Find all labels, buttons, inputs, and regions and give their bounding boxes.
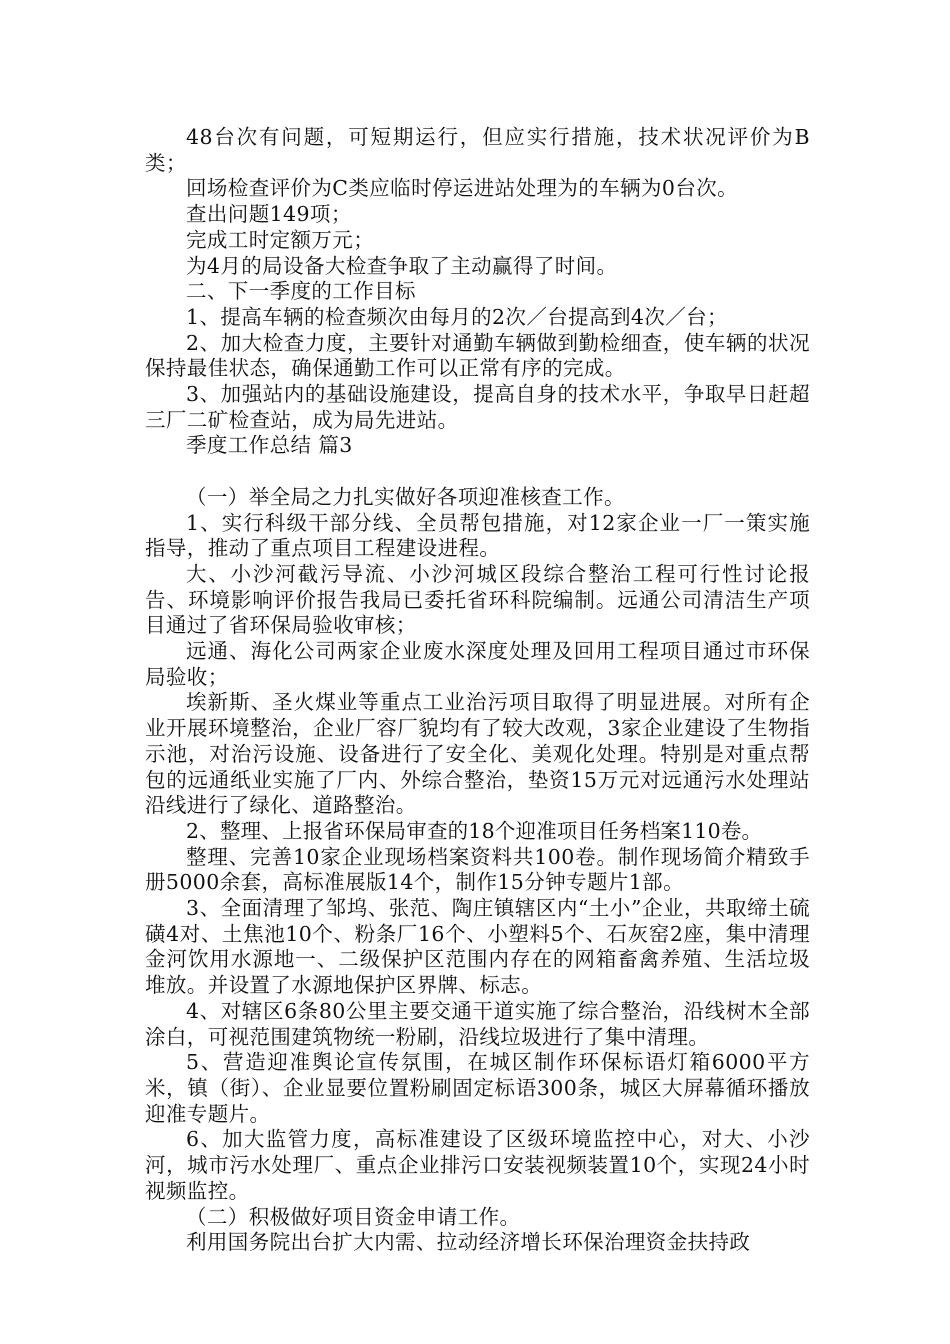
section-heading: 二、下一季度的工作目标 [186,279,416,304]
paragraph: 5、营造迎准舆论宣传氛围，在城区制作环保标语灯箱6000平方米，镇（街）、企业显要位置粉刷固定标语300条，城区大屏幕循环播放迎准专题片。 [145,1050,810,1126]
paragraph: 48台次有问题，可短期运行，但应实行措施，技术状况评价为B类； [145,125,810,175]
paragraph: 埃新斯、圣火煤业等重点工业治污项目取得了明显进展。对所有企业开展环境整治，企业厂容厂貌均有了较大改观，3家企业建设了生物指示池，对治污设施、设备进行了安全化、美观化处理。特别是对重点帮包的远通纸业实施了厂内、外综合整治，垫资15万元对远通污水处理站沿线进行了绿化、道路整治。 [145,690,810,818]
paragraph: 整理、完善10家企业现场档案资料共100卷。制作现场简介精致手册5000余套，高标准展版14个，制作15分钟专题片1部。 [145,844,810,895]
paragraph: 为4月的局设备大检查争取了主动赢得了时间。 [186,253,618,278]
blank-line [145,459,810,485]
paragraph: 1、实行科级干部分线、全员帮包措施，对12家企业一厂一策实施指导，推动了重点项目工程建设进程。 [145,510,810,561]
section-heading: （一）举全局之力扎实做好各项迎准核查工作。 [186,484,625,509]
paragraph: 回场检查评价为C类应临时停运进站处理为的车辆为0台次。 [186,176,739,201]
section-heading: （二）积极做好项目资金申请工作。 [186,1204,521,1229]
paragraph: 2、整理、上报省环保局审查的18个迎准项目任务档案110卷。 [186,818,763,843]
paragraph: 利用国务院出台扩大内需、拉动经济增长环保治理资金扶持政 [186,1230,751,1255]
paragraph: 6、加大监管力度，高标准建设了区级环境监控中心，对大、小沙河，城市污水处理厂、重点企业排污口安装视频装置10个，实现24小时视频监控。 [145,1127,810,1203]
paragraph: 4、对辖区6条80公里主要交通干道实施了综合整治，沿线树木全部涂白，可视范围建筑物统一粉刷，沿线垃圾进行了集中清理。 [145,998,810,1049]
section-title: 季度工作总结 篇3 [186,433,353,458]
paragraph: 1、提高车辆的检查频次由每月的2次／台提高到4次／台； [186,304,728,329]
paragraph: 3、加强站内的基础设施建设，提高自身的技术水平，争取早日赶超三厂二矿检查站，成为局先进站。 [145,382,810,432]
paragraph: 完成工时定额万元； [186,227,375,252]
document-body [145,125,810,1256]
paragraph: 远通、海化公司两家企业废水深度处理及回用工程项目通过市环保局验收； [145,639,810,689]
paragraph: 3、全面清理了邹坞、张范、陶庄镇辖区内“土小”企业，共取缔土硫磺4对、土焦池10个、粉条厂16个、小塑料5个、石灰窑2座，集中清理金河饮用水源地一、二级保护区范围内存在的网箱畜禽养殖、生活垃圾堆放。并设置了水源地保护区界牌、标志。 [145,896,810,998]
paragraph: 大、小沙河截污导流、小沙河城区段综合整治工程可行性讨论报告、环境影响评价报告我局已委托省环科院编制。远通公司清洁生产项目通过了省环保局验收审核； [145,561,810,638]
paragraph: 2、加大检查力度，主要针对通勤车辆做到勤检细查，使车辆的状况保持最佳状态，确保通勤工作可以正常有序的完成。 [145,330,810,381]
paragraph: 查出问题149项； [186,202,352,227]
